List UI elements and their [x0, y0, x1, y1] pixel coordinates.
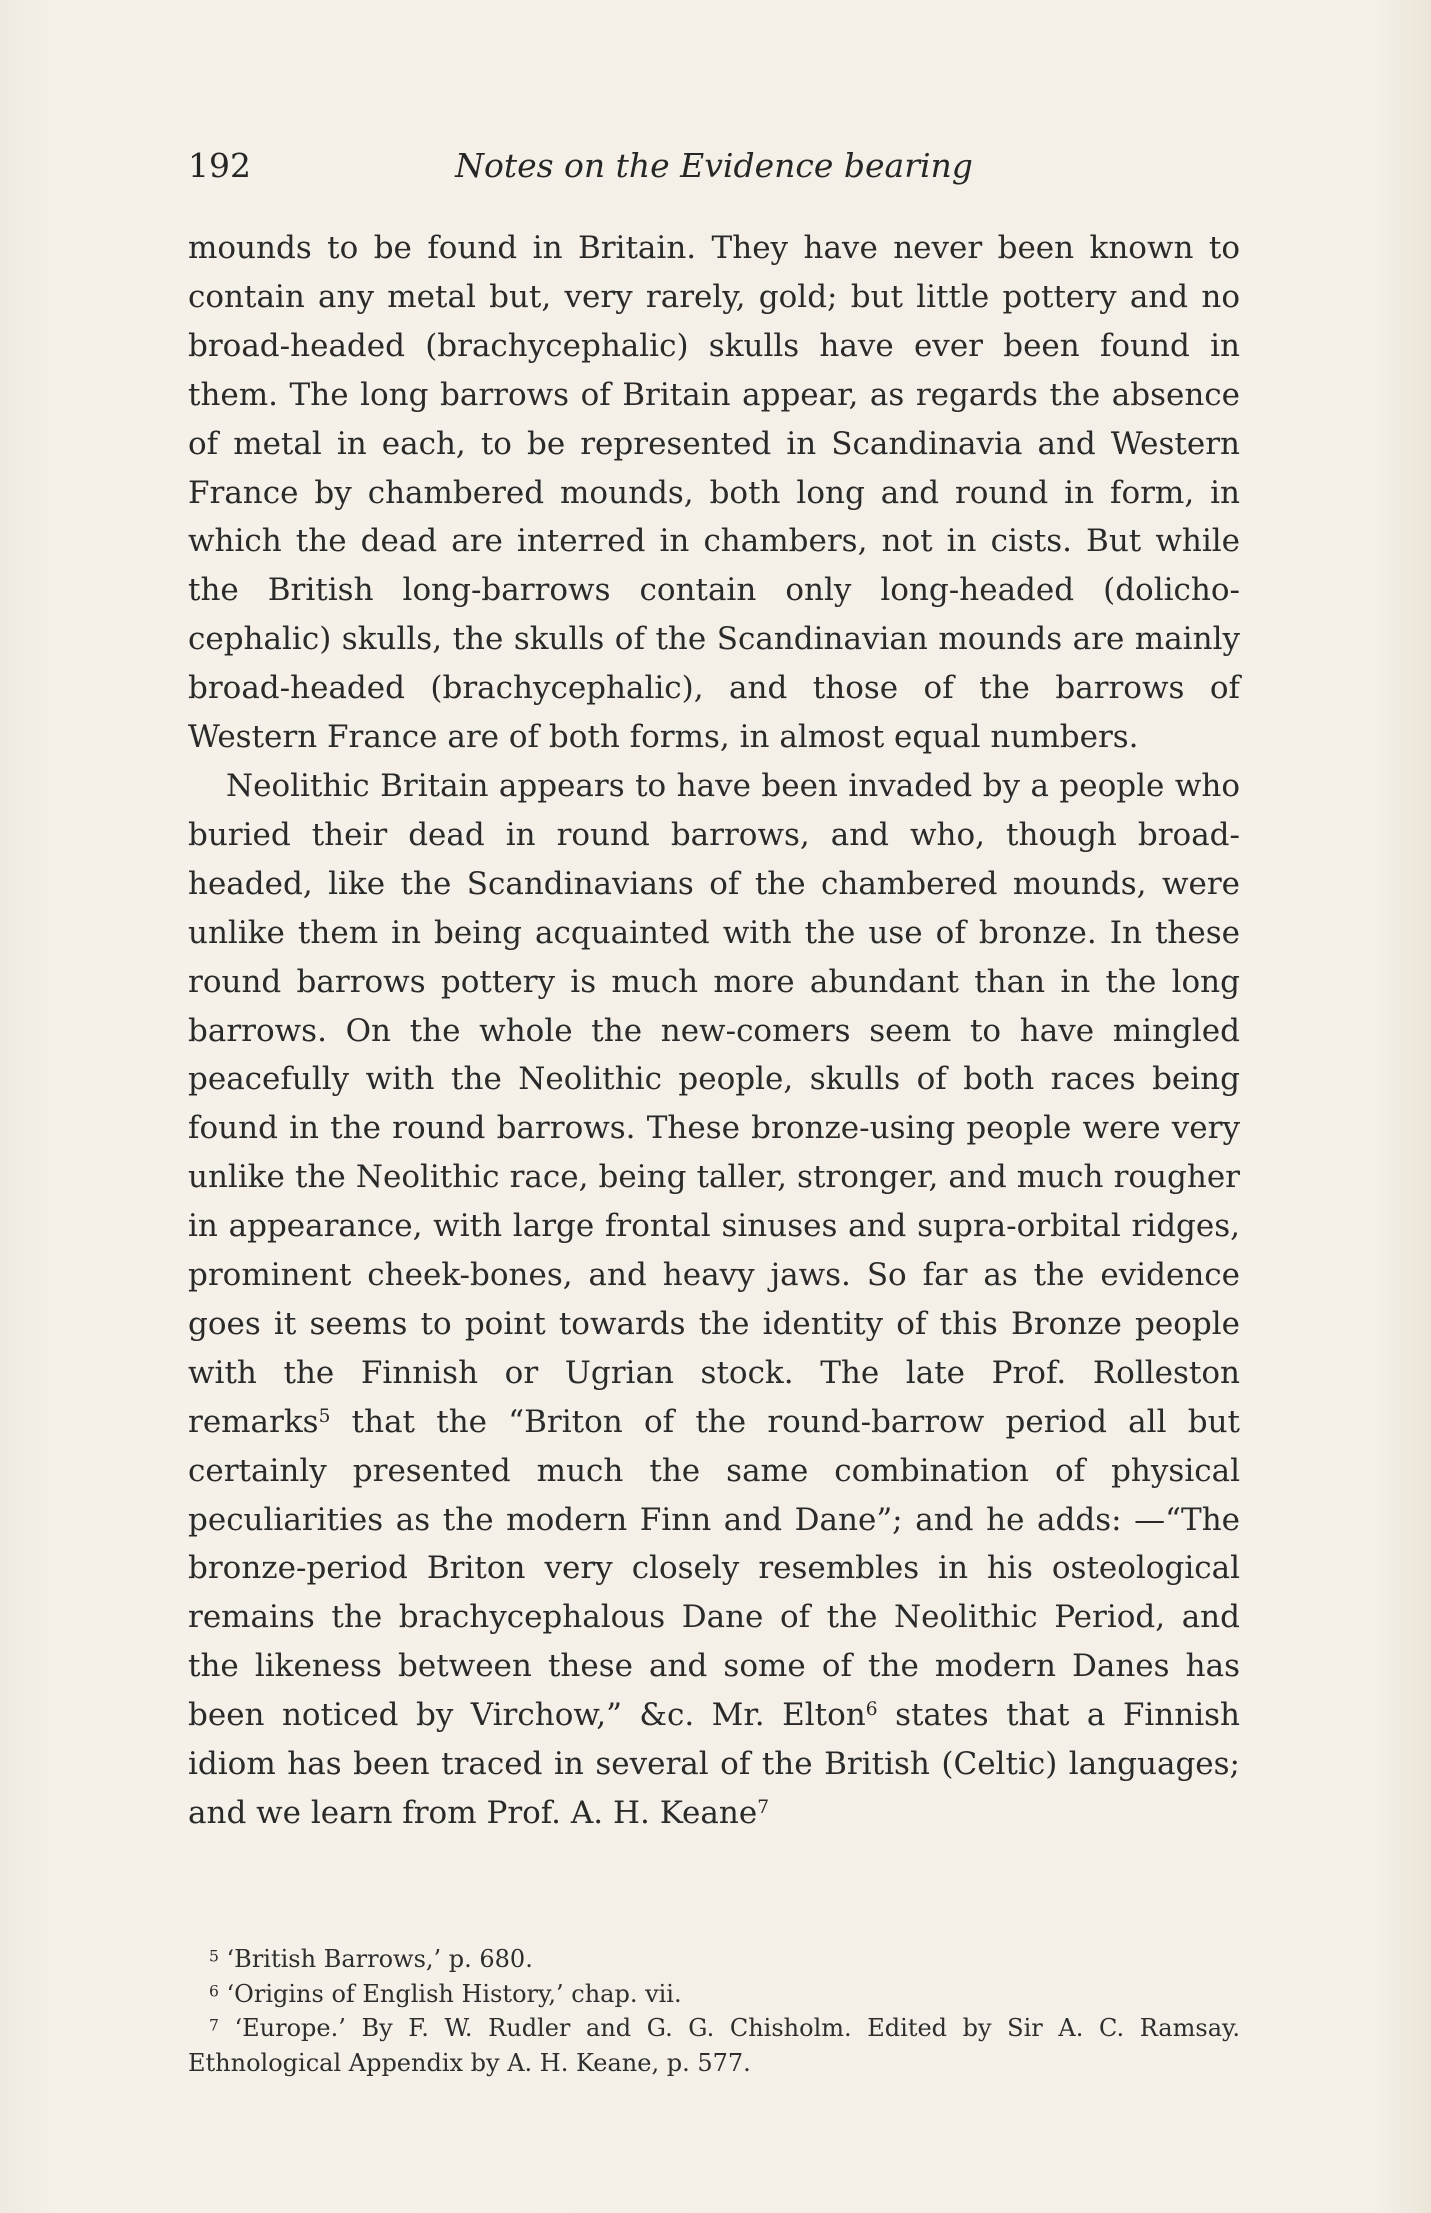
- footnote-ref-7: 7: [757, 1796, 770, 1818]
- paragraph-2: [188, 762, 1240, 1838]
- paragraph-2-part-a: Neolithic Britain appears to have been invaded by a people who buried their dead in round barrows, and who, though broad-headed, like the Scandinavians of the chambered mounds, were unlike them in being acquainted with the use of bronze. In these round barrows pottery is much more abundant than in the long barrows. On the whole the new-comers seem to have mingled peacefully with the Neolithic people, skulls of both races being found in the round barrows. These bronze-using people were very unlike the Neolithic race, being taller, stronger, and much rougher in appearance, with large frontal sinuses and supra-orbital ridges, prominent cheek-bones, and heavy jaws. So far as the evidence goes it seems to point towards the identity of this Bronze people with the Finnish or Ugrian stock. The late Prof. Rolleston remarks: [188, 767, 1240, 1440]
- footnote-mark: 6: [209, 1982, 219, 2001]
- footnote-text: ‘Origins of English History,’ chap. vii.: [218, 1979, 682, 2008]
- body-text: [188, 224, 1240, 1838]
- footnotes: [188, 1942, 1240, 2080]
- footnote-7: [188, 2011, 1240, 2080]
- footnote-ref-6: 6: [865, 1698, 878, 1720]
- footnote-5: [188, 1942, 1240, 1977]
- footnote-mark: 5: [209, 1947, 219, 1966]
- footnote-text: ‘Europe.’ By F. W. Rudler and G. G. Chisholm. Edited by Sir A. C. Ramsay. Ethnological Appendix by A. H. Keane, p. 577.: [188, 2014, 1240, 2077]
- paragraph-1: mounds to be found in Britain. They have never been known to contain any metal but, very rarely, gold; but little pottery and no broad-headed (brachycephalic) skulls have ever been found in them. The long barrows of Britain appear, as regards the absence of metal in each, to be represented in Scandinavia and Western France by chambered mounds, both long and round in form, in which the dead are interred in chambers, not in cists. But while the British long-barrows contain only long-headed (dolicho-cephalic) skulls, the skulls of the Scandinavian mounds are mainly broad-headed (brachycephalic), and those of the barrows of Western France are of both forms, in almost equal numbers.: [188, 230, 1240, 756]
- page-header: [188, 140, 1240, 196]
- footnote-text: ‘British Barrows,’ p. 680.: [218, 1945, 533, 1973]
- running-title: Notes on the Evidence bearing: [455, 146, 973, 185]
- paragraph-2-part-b: that the “Briton of the round-barrow period all but certainly presented much the same combination of physical peculiarities as the modern Finn and Dane”; and he adds: —“The bronze-period Briton very closely resembles in his osteological remains the brachycephalous Dane of the Neolithic Period, and the likeness between these and some of the modern Danes has been noticed by Virchow,” &c. Mr. Elton: [188, 1403, 1240, 1734]
- paragraph-2-part-c: states that a Finnish idiom has been traced in several of the British (Celtic) languages; and we learn from Prof. A. H. Keane: [188, 1697, 1241, 1831]
- page-number: 192: [188, 146, 251, 185]
- footnote-ref-5: 5: [318, 1405, 331, 1427]
- footnote-mark: 7: [209, 2016, 219, 2035]
- footnote-6: [188, 1977, 1240, 2012]
